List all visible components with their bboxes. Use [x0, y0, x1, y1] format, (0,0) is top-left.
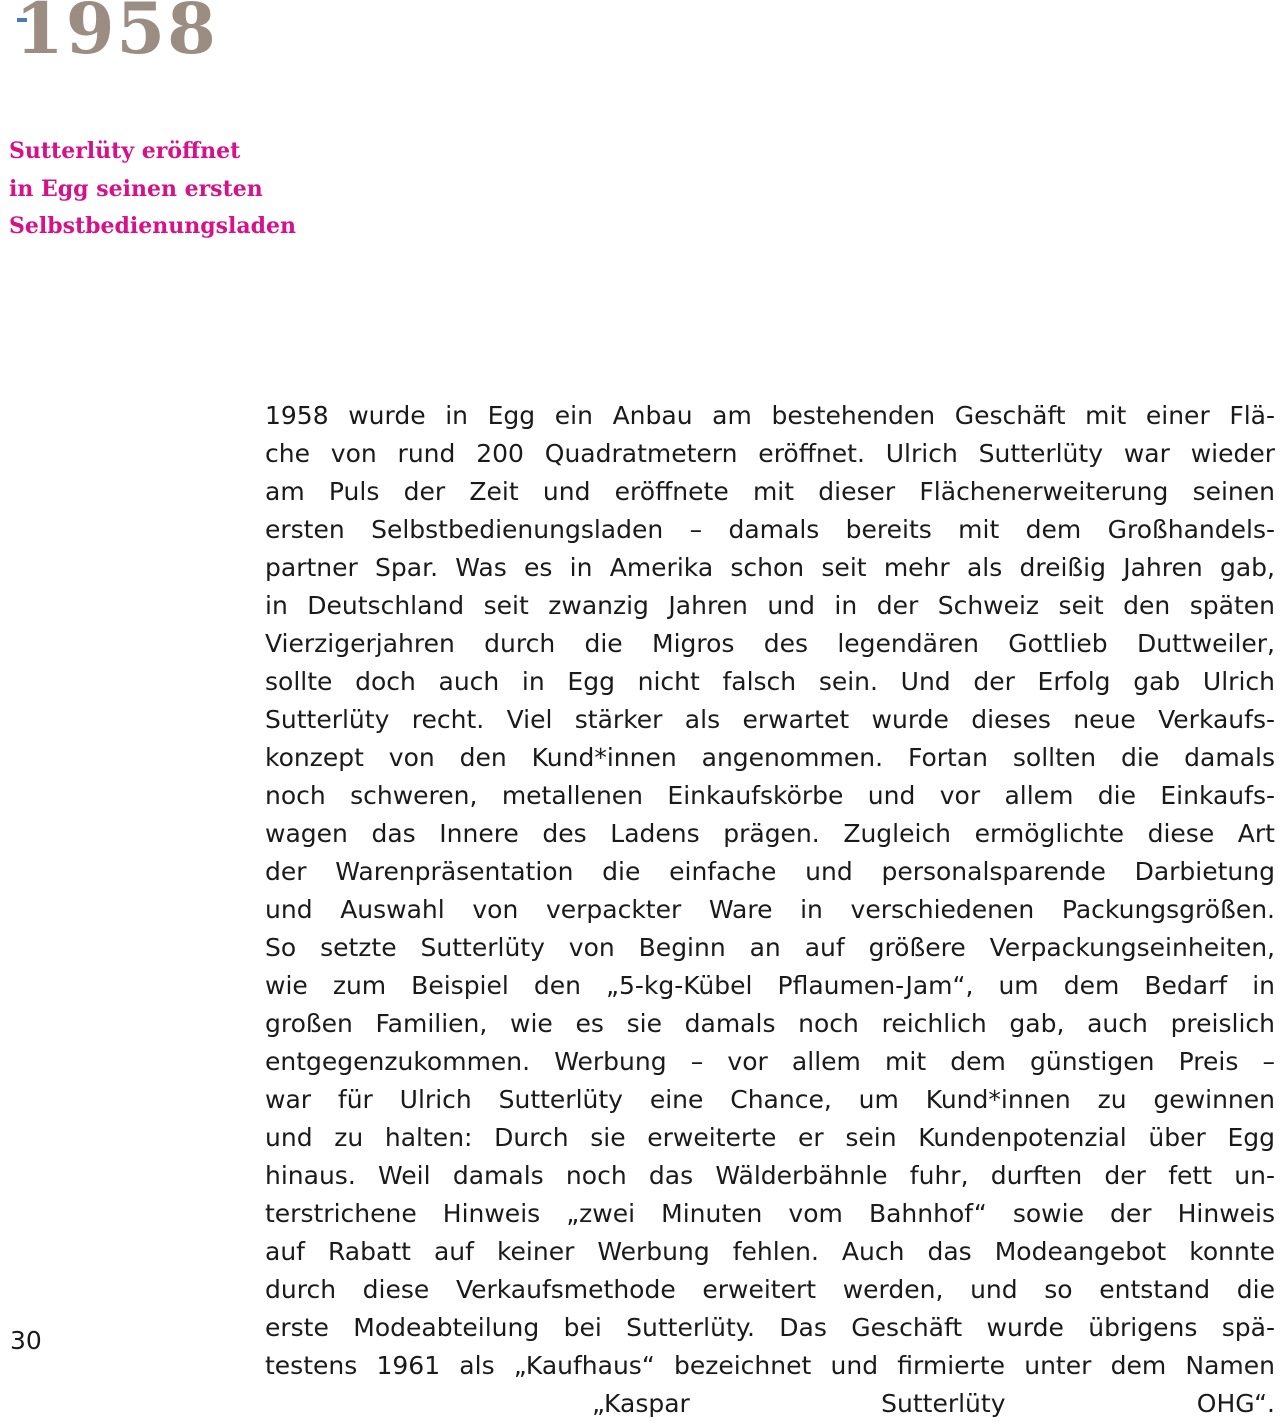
- body-line: und Auswahl von verpackter Ware in verschiedenen Packungsgrößen.: [265, 895, 1275, 924]
- body-line: terstrichene Hinweis „zwei Minuten vom Bahnhof“ sowie der Hinweis: [265, 1199, 1275, 1228]
- body-line: Sutterlüty recht. Viel stärker als erwartet wurde dieses neue Verkaufs-: [265, 705, 1275, 734]
- heading-line: Sutterlüty eröffnet: [9, 138, 241, 164]
- body-line: erste Modeabteilung bei Sutterlüty. Das Geschäft wurde übrigens spä-: [265, 1313, 1275, 1342]
- body-line: 1958 wurde in Egg ein Anbau am bestehenden Geschäft mit einer Flä-: [265, 401, 1275, 430]
- body-line: durch diese Verkaufsmethode erweitert werden, und so entstand die: [265, 1275, 1275, 1304]
- page-number: 30: [10, 1326, 42, 1355]
- body-line: partner Spar. Was es in Amerika schon seit mehr als dreißig Jahren gab,: [265, 553, 1275, 582]
- body-line: in Deutschland seit zwanzig Jahren und in der Schweiz seit den späten: [265, 591, 1275, 620]
- body-line: wie zum Beispiel den „5-kg-Kübel Pflaumen-Jam“, um dem Bedarf in: [265, 971, 1275, 1000]
- body-line: konzept von den Kund*innen angenommen. Fortan sollten die damals: [265, 743, 1275, 772]
- body-line: Vierzigerjahren durch die Migros des legendären Gottlieb Duttweiler,: [265, 629, 1275, 658]
- body-line: und zu halten: Durch sie erweiterte er sein Kundenpotenzial über Egg: [265, 1123, 1275, 1152]
- heading-line: in Egg seinen ersten: [9, 175, 263, 202]
- heading-line: Selbstbedienungsladen: [9, 213, 297, 239]
- body-line: wagen das Innere des Ladens prägen. Zugleich ermöglichte diese Art: [265, 819, 1275, 848]
- body-line: noch schweren, metallenen Einkaufskörbe und vor allem die Einkaufs-: [265, 781, 1275, 810]
- body-line: hinaus. Weil damals noch das Wälderbähnle fuhr, durften der fett un-: [265, 1161, 1275, 1190]
- body-line-last: „Kaspar Sutterlüty OHG“.: [592, 1389, 1275, 1418]
- body-line: war für Ulrich Sutterlüty eine Chance, um Kund*innen zu gewinnen: [265, 1085, 1275, 1114]
- body-line: entgegenzukommen. Werbung – vor allem mit dem günstigen Preis –: [265, 1047, 1275, 1076]
- section-heading: [9, 133, 296, 246]
- body-paragraph: [265, 397, 1275, 1423]
- body-line: che von rund 200 Quadratmetern eröffnet. Ulrich Sutterlüty war wieder: [265, 439, 1275, 468]
- year-title: 1958: [15, 0, 218, 70]
- body-line: ersten Selbstbedienungsladen – damals bereits mit dem Großhandels-: [265, 515, 1275, 544]
- body-line: der Warenpräsentation die einfache und personalsparende Darbietung: [265, 857, 1275, 886]
- body-line: testens 1961 als „Kaufhaus“ bezeichnet und firmierte unter dem Namen: [265, 1351, 1275, 1380]
- body-line: am Puls der Zeit und eröffnete mit dieser Flächenerweiterung seinen: [265, 477, 1275, 506]
- body-line: sollte doch auch in Egg nicht falsch sein. Und der Erfolg gab Ulrich: [265, 667, 1275, 696]
- body-line: auf Rabatt auf keiner Werbung fehlen. Auch das Modeangebot konnte: [265, 1237, 1275, 1266]
- body-line: So setzte Sutterlüty von Beginn an auf größere Verpackungseinheiten,: [265, 933, 1275, 962]
- body-line: großen Familien, wie es sie damals noch reichlich gab, auch preislich: [265, 1009, 1275, 1038]
